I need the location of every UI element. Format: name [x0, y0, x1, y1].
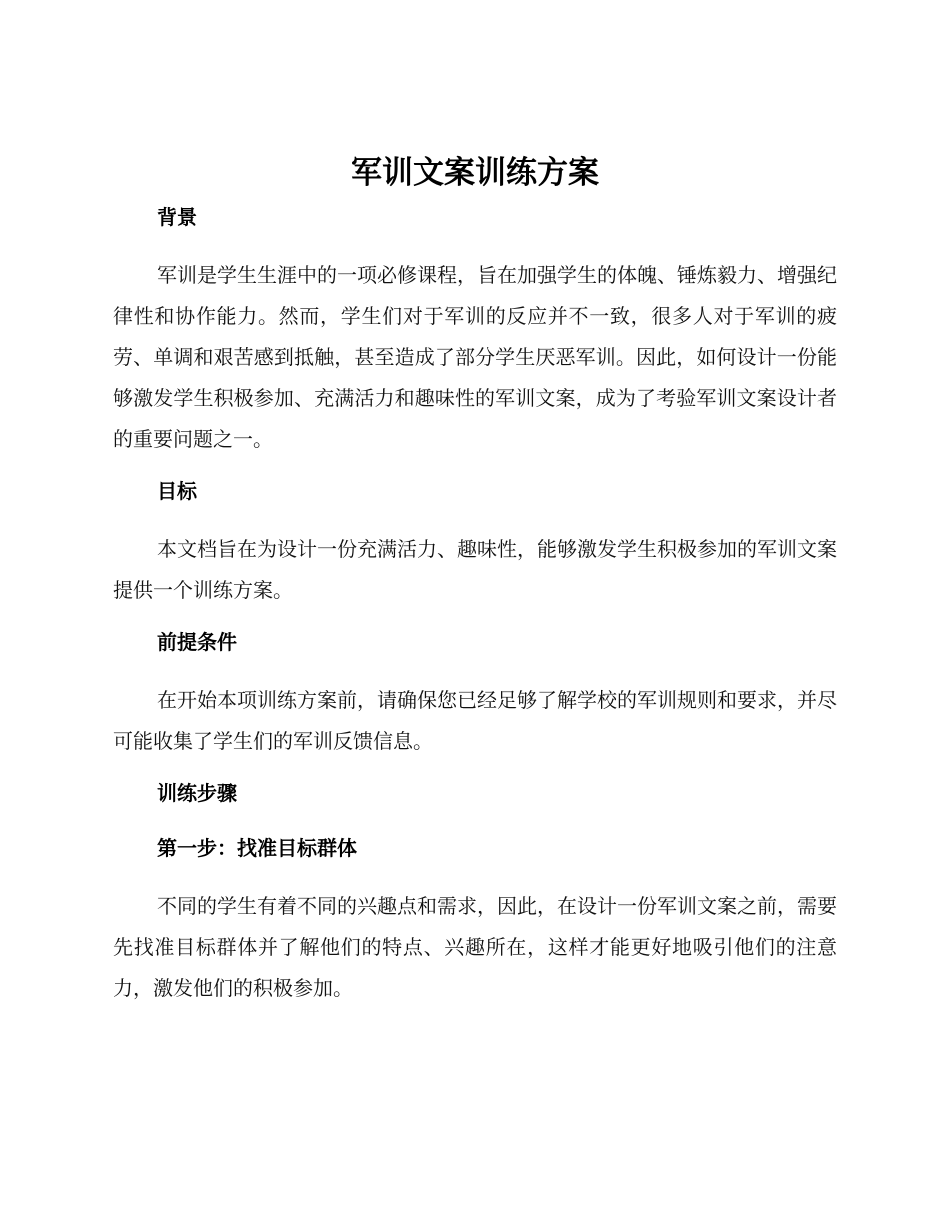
section-heading-training-steps: 训练步骤	[157, 781, 237, 805]
section-heading-prerequisites: 前提条件	[157, 630, 237, 654]
document-title: 军训文案训练方案	[351, 155, 599, 191]
section-paragraph-goal: 本文档旨在为设计一份充满活力、趣味性，能够激发学生积极参加的军训文案提供一个训练方案。	[113, 537, 837, 602]
section-heading-goal: 目标	[157, 479, 197, 503]
section-heading-step-one: 第一步：找准目标群体	[157, 836, 357, 860]
section-heading-background: 背景	[157, 205, 197, 229]
section-paragraph-step-one: 不同的学生有着不同的兴趣点和需求，因此，在设计一份军训文案之前，需要先找准目标群体并了解他们的特点、兴趣所在，这样才能更好地吸引他们的注意力，激发他们的积极参加。	[113, 894, 837, 1000]
section-paragraph-prerequisites: 在开始本项训练方案前，请确保您已经足够了解学校的军训规则和要求，并尽可能收集了学生们的军训反馈信息。	[113, 688, 837, 753]
document-body	[113, 150, 837, 1009]
section-paragraph-background: 军训是学生生涯中的一项必修课程，旨在加强学生的体魄、锤炼毅力、增强纪律性和协作能力。然而，学生们对于军训的反应并不一致，很多人对于军训的疲劳、单调和艰苦感到抵触，甚至造成了部分学生厌恶军训。因此，如何设计一份能够激发学生积极参加、充满活力和趣味性的军训文案，成为了考验军训文案设计者的重要问题之一。	[113, 263, 837, 451]
